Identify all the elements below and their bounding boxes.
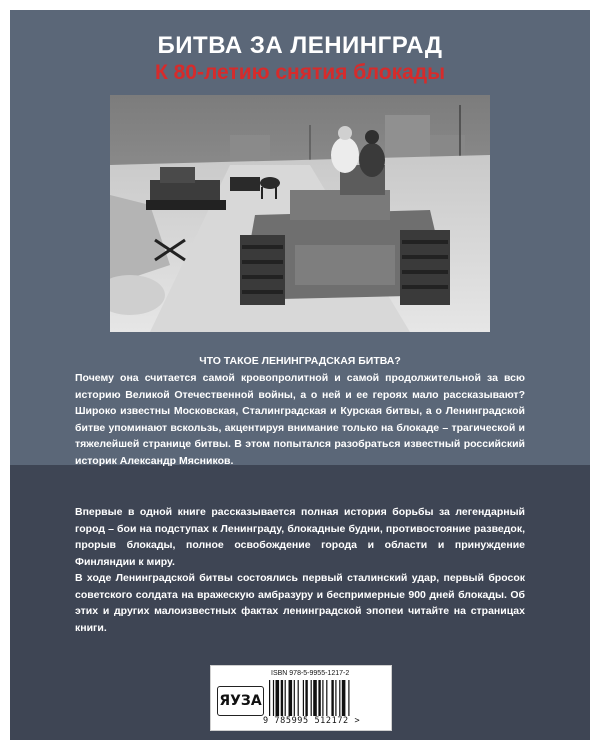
description-paragraph-2: В ходе Ленинградской битвы состоялись первый сталинский удар, первый бросок советского солдата на вражескую амбразуру и беспримерные 900 дней блокады. Об этих и других малоизвестных фактах ленинградской эпопеи читайте на страницах книги. [75, 572, 525, 634]
publisher-logo: ЯУЗА [217, 686, 264, 716]
tank-photo [110, 95, 490, 332]
book-subtitle: К 80-летию снятия блокады [154, 61, 446, 84]
barcode-icon [269, 680, 381, 718]
description-paragraph-1: Впервые в одной книге рассказывается полная история борьбы за легендарный город – бои на подступах к Ленинграду, блокадные будни, противостояние разведок, прорыв блокады, полное освобождение города и области и принуждение Финляндии к миру. [75, 506, 525, 568]
barcode-digits: 9 785995 512172 > [263, 716, 387, 726]
book-title: БИТВА ЗА ЛЕНИНГРАД [157, 32, 443, 59]
book-back-cover [10, 10, 590, 740]
isbn-text: ISBN 978-5-9955-1217-2 [271, 670, 350, 677]
tank-photo-icon [110, 95, 490, 332]
section-heading: ЧТО ТАКОЕ ЛЕНИНГРАДСКАЯ БИТВА? [199, 355, 401, 367]
intro-paragraph: Почему она считается самой кровопролитной и самой продолжительной за всю историю Великой Отечественной войны, а о ней и ее героях мало рассказывают? Широко известны Московская, Сталинградская и Курская битвы, а о Ленинградской битве упоминают вскользь, акцентируя внимание только на блокаде – трагической и тяжелейшей странице битвы. В этом попытался разобраться известный российский историк Александр Мясников. [75, 372, 525, 467]
barcode-block [210, 665, 392, 731]
